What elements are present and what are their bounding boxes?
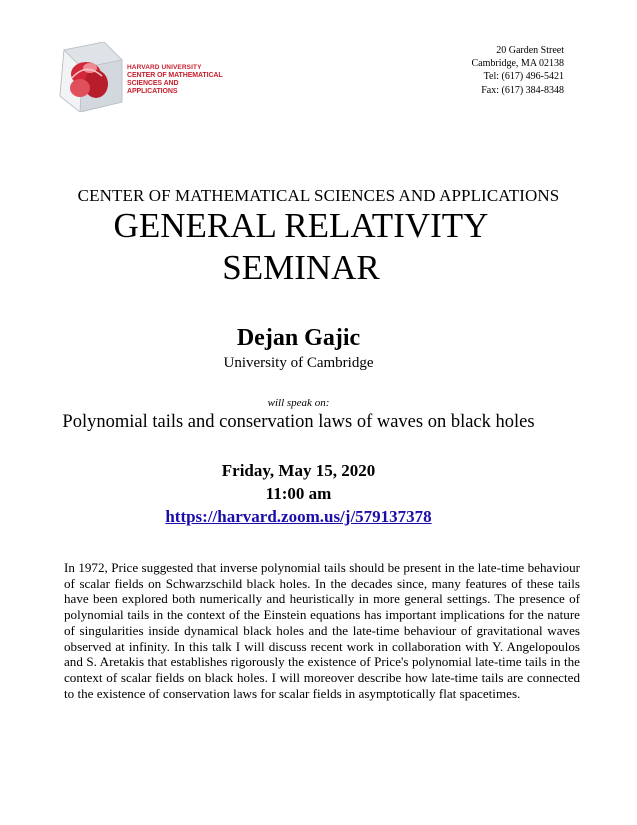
- seminar-title: GENERAL RELATIVITY SEMINAR: [113, 206, 489, 287]
- logo-line-sciences: SCIENCES AND APPLICATIONS: [127, 80, 179, 95]
- speaker-affiliation: University of Cambridge: [223, 355, 374, 371]
- address-tel: Tel: (617) 496-5421: [483, 71, 564, 83]
- cube-logo-icon: [52, 42, 124, 112]
- event-time: 11:00 am: [265, 484, 332, 503]
- address-city: Cambridge, MA 02138: [471, 58, 564, 70]
- speaker-name: Dejan Gajic: [236, 325, 361, 351]
- abstract-text: In 1972, Price suggested that inverse polynomial tails should be present in the late-time behaviour of scalar fields on Schwarzschild black holes. In the decades since, many features of these tails have been explored both numerically and heuristically in more general settings. The presence of polynomial tails in the context of the Einstein equations has important implications for the nature of singularities inside dynamical black holes and the late-time behaviour of gravitational waves observed at infinity. In this talk I will discuss recent work in collaboration with Y. Angelopoulos and S. Aretakis that establishes rigorously the existence of Price's polynomial late-time tails in the context of scalar fields on black holes. I will moreover describe how late-time tails are connected to the existence of conservation laws for scalar fields in asymptotically flat spacetimes.: [64, 560, 580, 701]
- logo-wordmark: [127, 64, 230, 96]
- talk-title: Polynomial tails and conservation laws of waves on black holes: [62, 412, 535, 432]
- address-street: 20 Garden Street: [496, 45, 564, 56]
- address-block: [472, 44, 565, 97]
- will-speak-label: will speak on:: [267, 397, 330, 409]
- logo-line-center: CENTER OF MATHEMATICAL: [127, 72, 223, 79]
- cmsa-logo: [52, 42, 230, 114]
- logo-line-university: HARVARD UNIVERSITY: [127, 64, 202, 71]
- center-name: CENTER OF MATHEMATICAL SCIENCES AND APPLICATIONS: [77, 186, 560, 205]
- address-fax: Fax: (617) 384-8348: [481, 84, 564, 96]
- event-date: Friday, May 15, 2020: [221, 461, 376, 480]
- zoom-link[interactable]: https://harvard.zoom.us/j/579137378: [165, 507, 432, 526]
- zoom-link-container: [0, 507, 597, 527]
